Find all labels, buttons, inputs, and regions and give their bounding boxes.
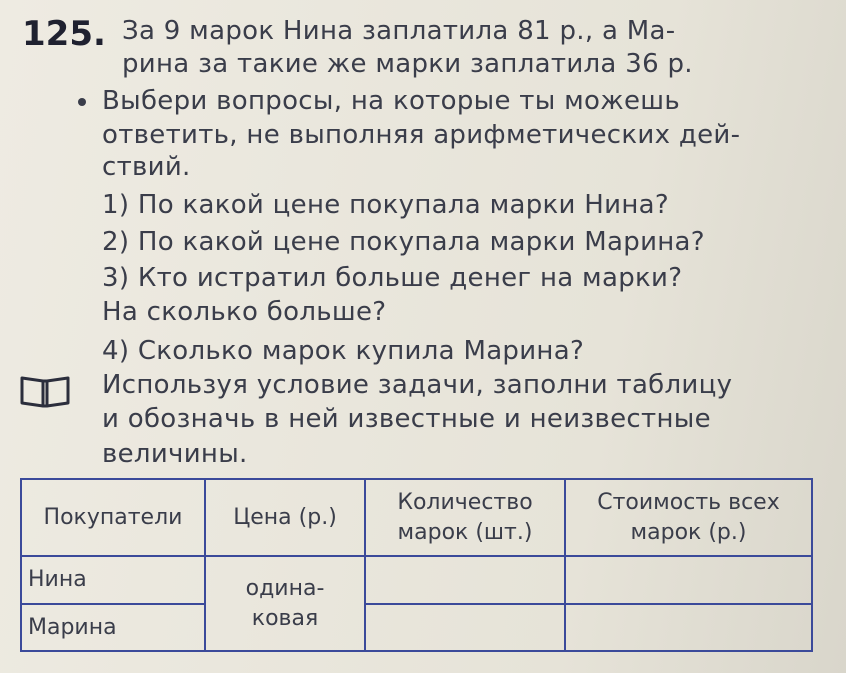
header-cost: Стоимость всех марок (р.) — [565, 479, 812, 556]
header-buyers: Покупатели — [21, 479, 205, 556]
quantity-cell[interactable] — [365, 604, 565, 651]
question-4: 4) Сколько марок купила Марина? — [102, 336, 585, 366]
price-cell: одина- ковая — [205, 556, 365, 651]
task-line-1: Выбери вопросы, на которые ты можешь — [102, 86, 681, 116]
problem-text-line-2: рина за такие же марки заплатила 36 р. — [122, 49, 693, 79]
data-table — [20, 478, 813, 652]
question-2: 2) По какой цене покупала марки Марина? — [102, 227, 705, 257]
cost-cell[interactable] — [565, 556, 812, 604]
question-3-continued: На сколько больше? — [102, 297, 387, 327]
header-quantity: Количество марок (шт.) — [365, 479, 565, 556]
task-line-3: ствий. — [102, 152, 191, 182]
table-task-line-2: и обозначь в ней известные и неизвестные — [102, 404, 711, 434]
quantity-cell[interactable] — [365, 556, 565, 604]
question-3: 3) Кто истратил больше денег на марки? — [102, 263, 683, 293]
table-task-line-3: величины. — [102, 439, 248, 469]
cost-cell[interactable] — [565, 604, 812, 651]
header-price: Цена (р.) — [205, 479, 365, 556]
bullet-icon — [78, 98, 86, 106]
buyer-cell: Марина — [21, 604, 205, 651]
table-row — [21, 556, 812, 604]
buyer-cell: Нина — [21, 556, 205, 604]
task-line-2: ответить, не выполняя арифметических дей- — [102, 120, 741, 150]
question-1: 1) По какой цене покупала марки Нина? — [102, 190, 669, 220]
table-task-line-1: Используя условие задачи, заполни таблицу — [102, 370, 733, 400]
open-book-icon — [18, 374, 72, 410]
problem-text-line-1: За 9 марок Нина заплатила 81 р., а Ма- — [122, 16, 676, 46]
table-header-row — [21, 479, 812, 556]
problem-number: 125. — [22, 14, 106, 54]
table-row — [21, 604, 812, 651]
